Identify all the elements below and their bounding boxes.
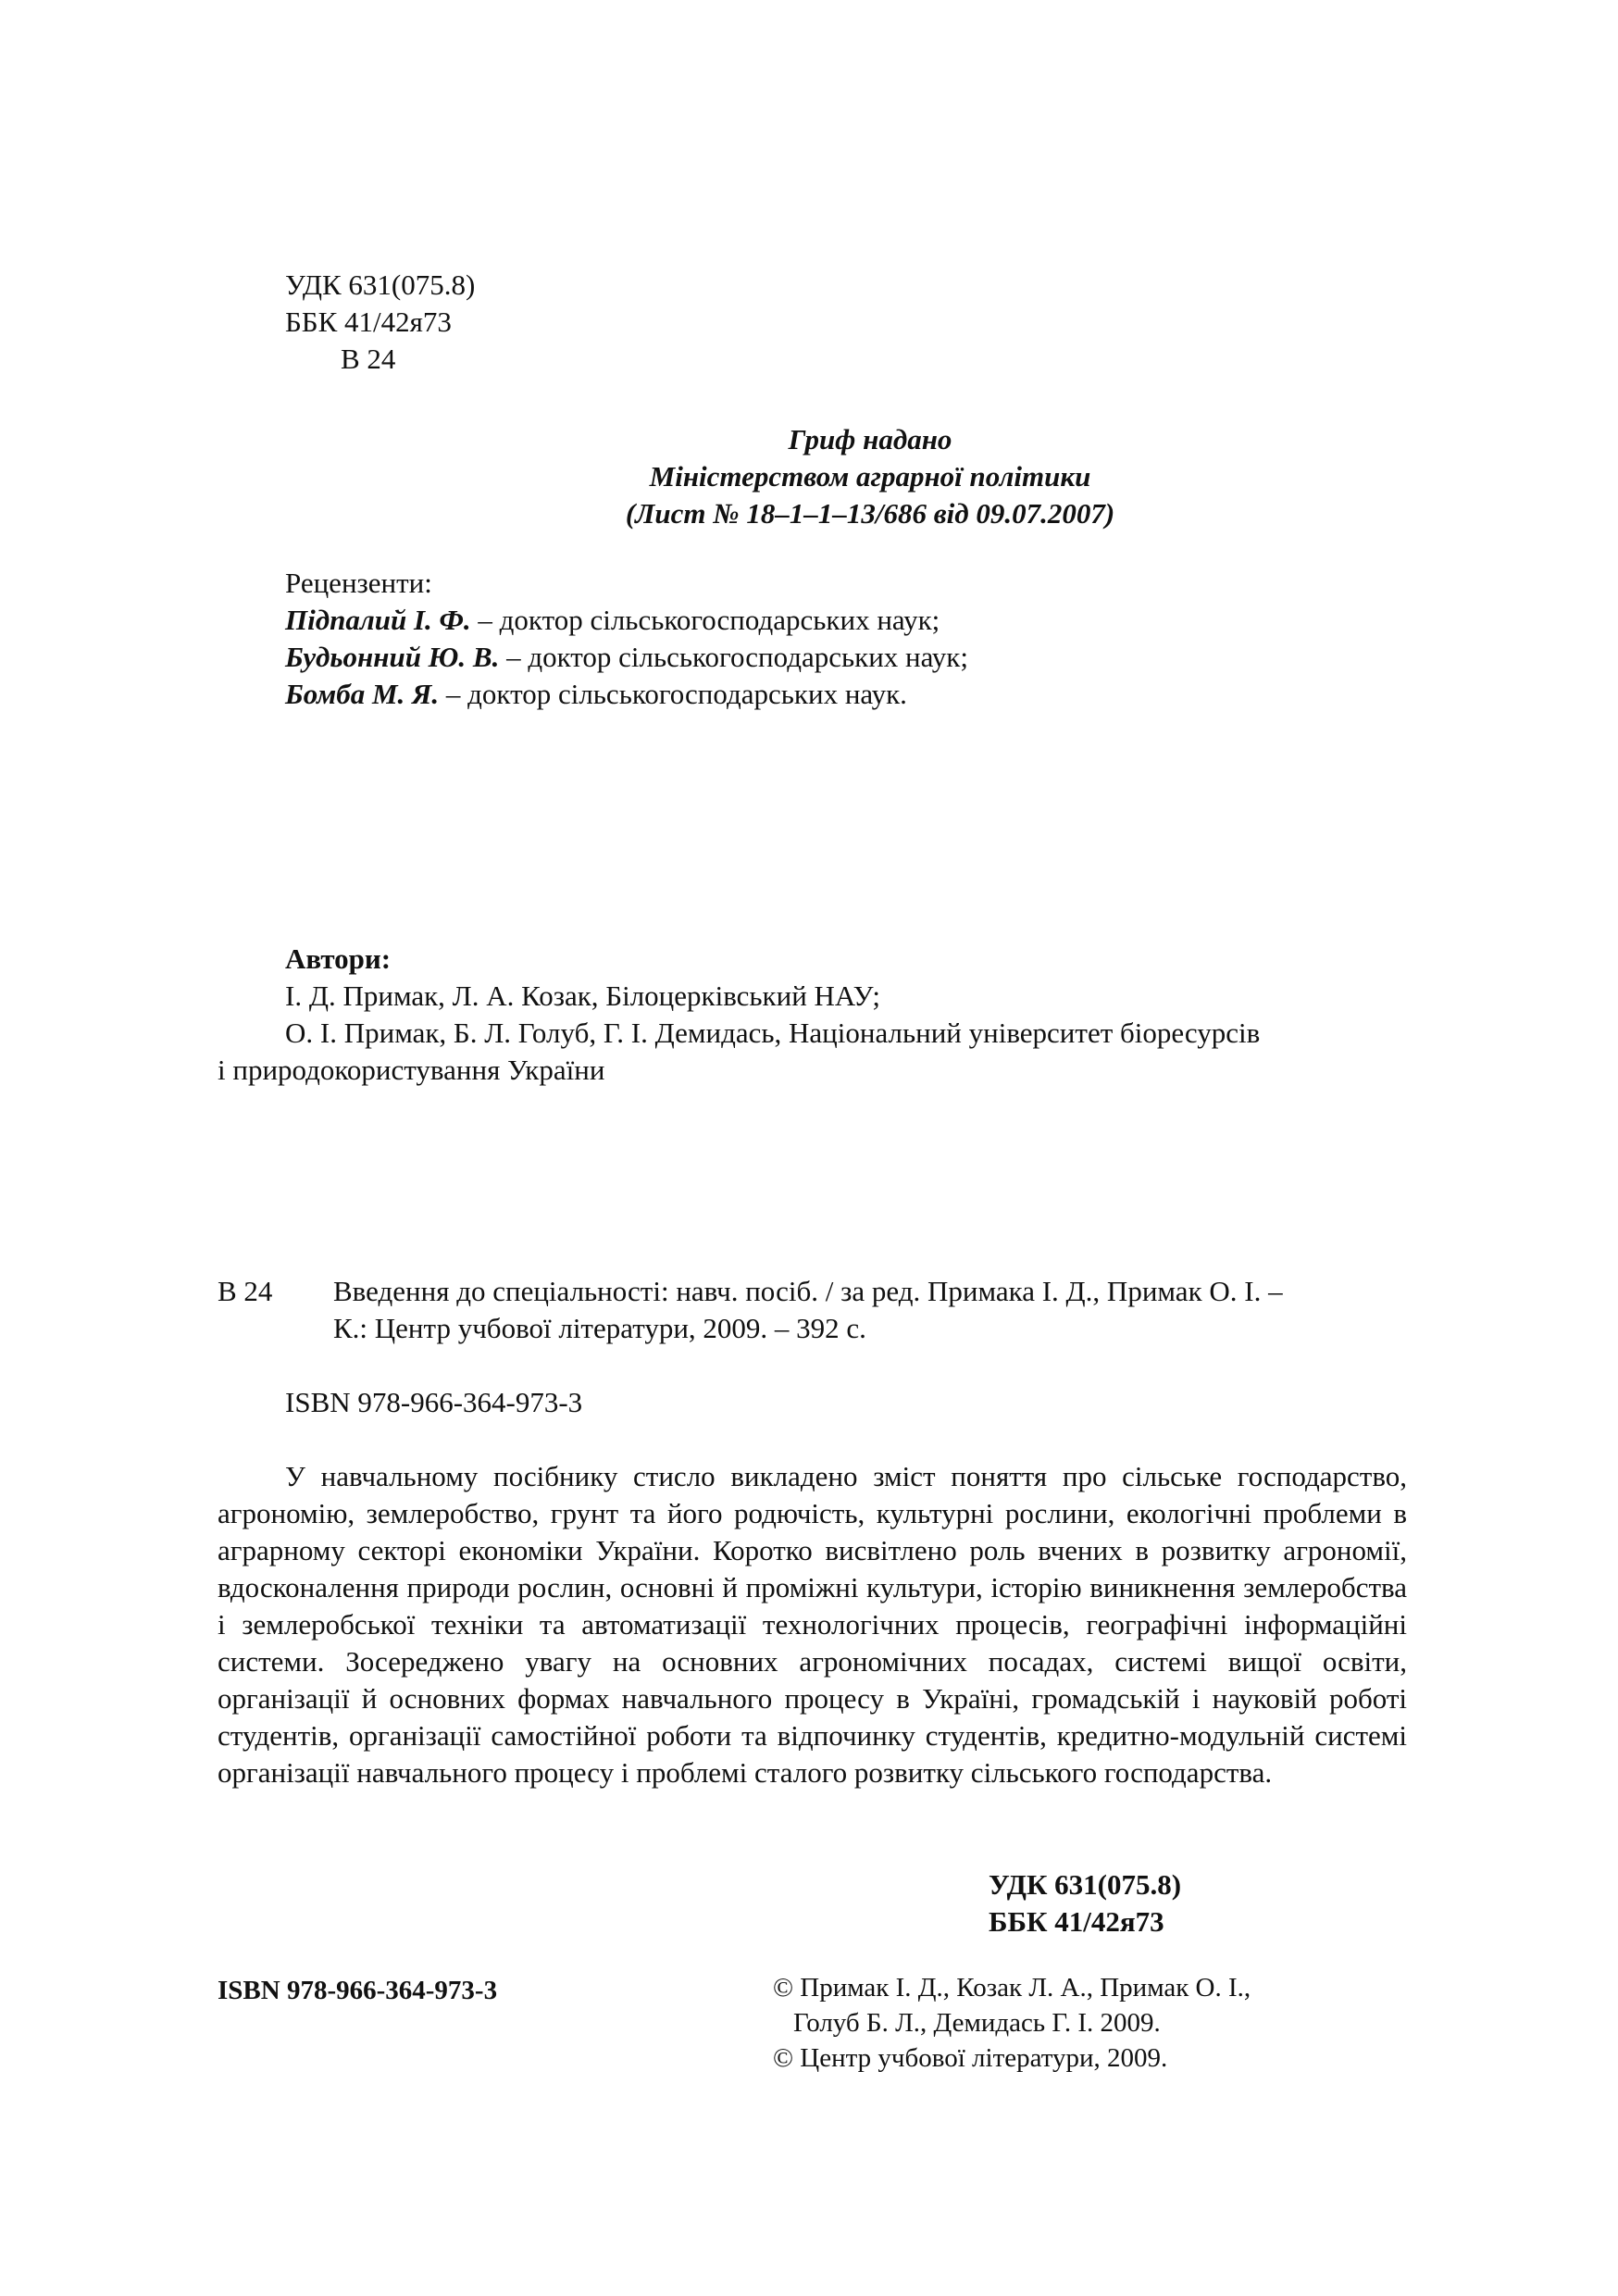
grif-line-3: (Лист № 18–1–1–13/686 від 09.07.2007) [625,497,1115,530]
udk-bottom: УДК 631(075.8) [989,1868,1182,1901]
reviewers-block [285,565,1396,713]
authors-line-3: і природокористування України [218,1054,605,1086]
reviewer-title: – доктор сільськогосподарських наук; [499,641,968,673]
bbk-bottom: ББК 41/42я73 [989,1905,1164,1938]
isbn-top: ISBN 978-966-364-973-3 [285,1386,583,1418]
biblio-line-1: Введення до спеціальності: навч. посіб. / за ред. Примака І. Д., Примак О. І. – [333,1275,1283,1307]
reviewer-title: – доктор сільськогосподарських наук; [470,604,940,636]
copyright-line-2: Голуб Б. Л., Демидась Г. І. 2009. [793,2008,1161,2038]
grif-line-1: Гриф надано [788,423,952,455]
udk-code: УДК 631(075.8) [285,268,476,301]
reviewer-item [285,602,1396,639]
authors-block [218,941,1405,1089]
authors-heading: Автори: [285,942,392,975]
abstract-text: У навчальному посібнику стисло викладено зміст поняття про сільське господарство, агрономію, землеробство, грунт та його родючість, культурні рослини, екологічні проблеми в аграрному секторі економіки України. Коротко висвітлено роль вчених в розвитку агрономії, вдосконалення природи рослин, основні й проміжні культури, історію виникнення землеробства і землеробської техніки та автоматизації технологічних процесів, географічні інформаційні системи. Зосереджено увагу на основних агрономічних посадах, системі вищої освіти, організації й основних формах навчального процесу в Україні, громадській і науковій роботі студентів, організації самостійної роботи та відпочинку студентів, кредитно-модульній системі організації навчального процесу і проблемі сталого розвитку сільського господарства. [218,1460,1407,1789]
reviewer-item [285,639,1396,676]
copyright-block [773,1970,1421,2076]
biblio-text [333,1273,1407,1347]
classification-block [285,267,475,378]
reviewer-name: Підпалий І. Ф. [285,604,471,636]
author-sign-code: В 24 [341,343,396,375]
biblio-line-2: К.: Центр учбової літератури, 2009. – 392 с. [333,1312,866,1344]
udk-bottom-block [989,1866,1181,1940]
copyright-line-1: © Примак І. Д., Козак Л. А., Примак О. І., [773,1973,1251,2003]
reviewer-item [285,676,1396,713]
biblio-code: В 24 [218,1275,273,1307]
reviewers-heading: Рецензенти: [285,567,432,599]
reviewer-title: – доктор сільськогосподарських наук. [439,678,907,710]
authors-line-1: І. Д. Примак, Л. А. Козак, Білоцерківський НАУ; [285,980,880,1012]
reviewer-name: Бомба М. Я. [285,678,440,710]
copyright-line-3: © Центр учбової літератури, 2009. [773,2043,1168,2073]
abstract [218,1458,1407,1791]
authors-line-2: О. І. Примак, Б. Л. Голуб, Г. І. Демидась, Національний університет біоресурсів [285,1017,1261,1049]
reviewer-name: Будьонний Ю. В. [285,641,500,673]
bbk-code: ББК 41/42я73 [285,306,452,338]
grif-line-2: Міністерством аграрної політики [649,460,1091,493]
grif-block [481,421,1259,532]
isbn-bottom: ISBN 978-966-364-973-3 [218,1976,498,2005]
